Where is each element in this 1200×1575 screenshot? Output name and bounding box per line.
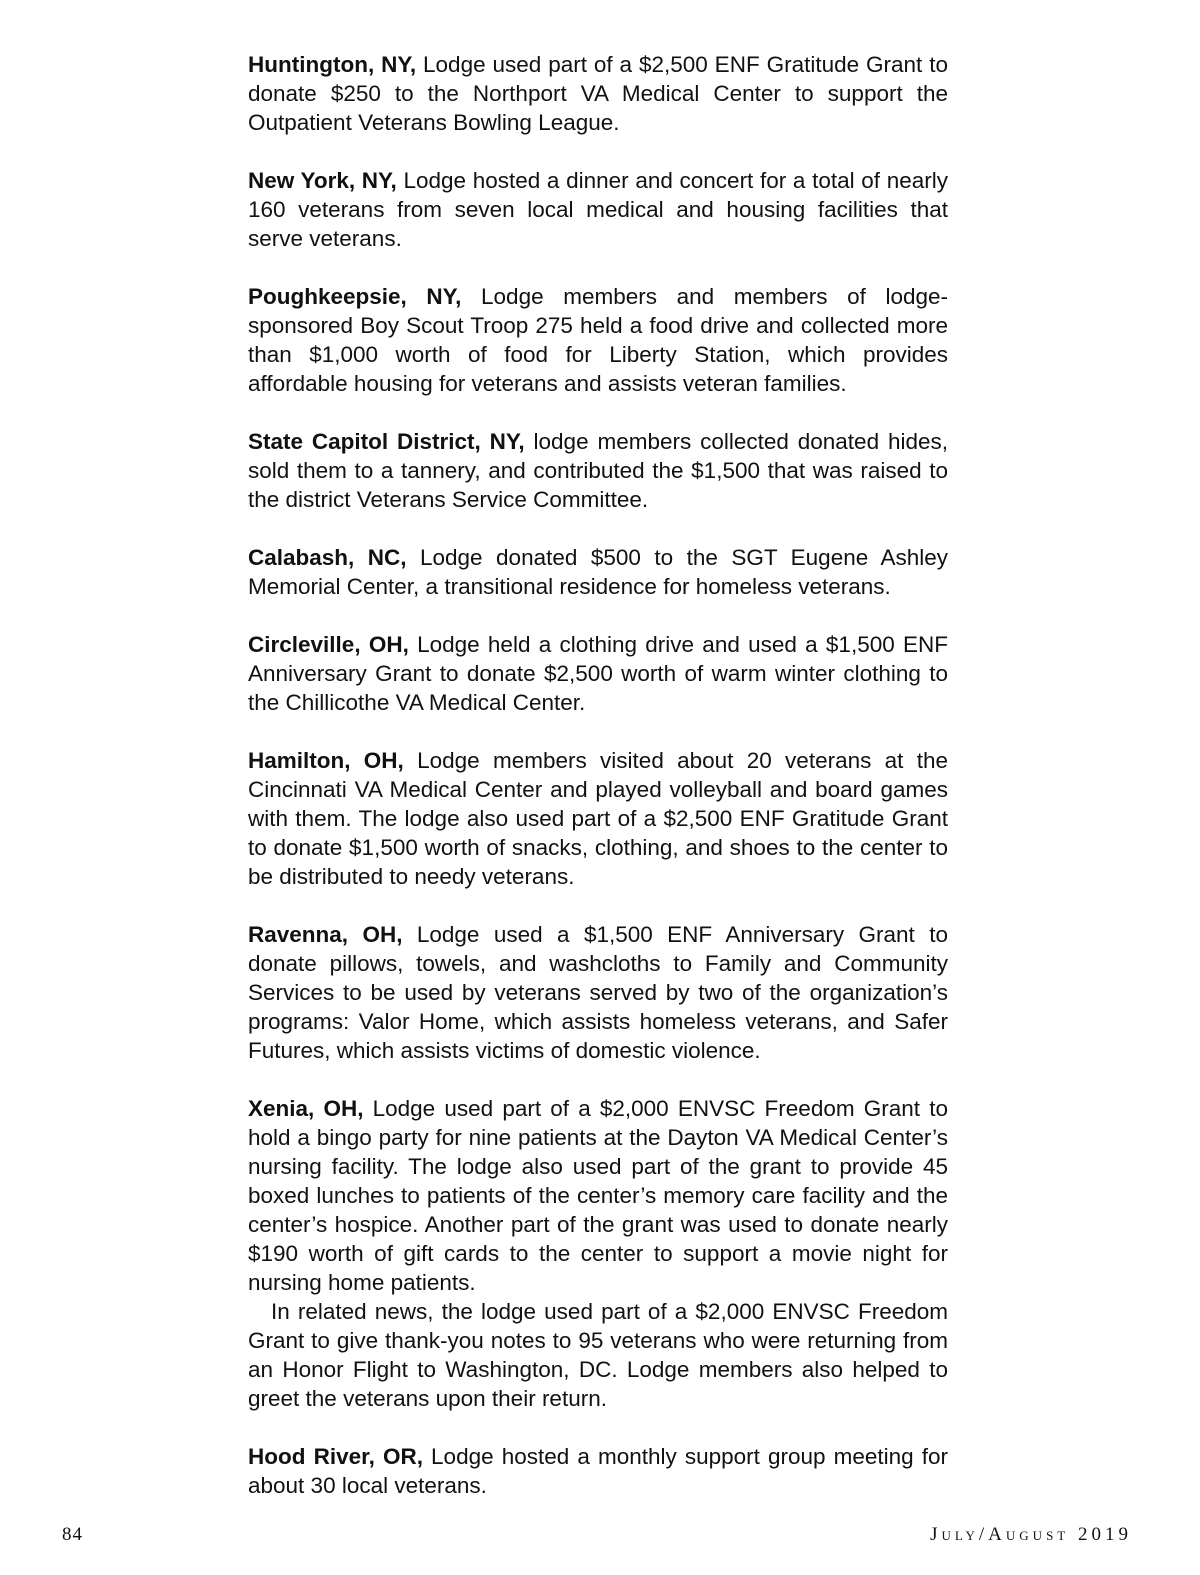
entry-location: Calabash, NC,	[248, 545, 407, 570]
entry-state-capitol-district	[248, 427, 948, 514]
entry-ravenna	[248, 920, 948, 1065]
entry-location: Hood River, OR,	[248, 1444, 423, 1469]
entry-location: Huntington, NY,	[248, 52, 417, 77]
entry-body	[248, 746, 948, 891]
entry-location: Circleville, OH,	[248, 632, 409, 657]
page-footer	[0, 1524, 1200, 1548]
entry-text: Lodge members visited about 20 veterans at the Cincinnati VA Medical Center and played volleyball and board games with them. The lodge also used part of a $2,500 ENF Gratitude Grant to donate $1,500 worth of snacks, clothing, and shoes to the center to be distributed to needy veterans.	[248, 748, 948, 889]
entry-poughkeepsie	[248, 282, 948, 398]
entry-location: New York, NY,	[248, 168, 397, 193]
entry-circleville	[248, 630, 948, 717]
entry-location: State Capitol District, NY,	[248, 429, 525, 454]
entry-text: Lodge held a clothing drive and used a $1,500 ENF Anniversary Grant to donate $2,500 worth of warm winter clothing to the Chillicothe VA Medical Center.	[248, 632, 948, 715]
page-number: 84	[62, 1524, 83, 1545]
entry-text: Lodge used part of a $2,000 ENVSC Freedom Grant to hold a bingo party for nine patients at the Dayton VA Medical Center’s nursing facility. The lodge also used part of the grant to provide 45 boxed lunches to patients of the center’s memory care facility and the center’s hospice. Another part of the grant was used to donate nearly $190 worth of gift cards to the center to support a movie night for nursing home patients.	[248, 1096, 948, 1295]
entry-text: lodge members collected donated hides, sold them to a tannery, and contributed the $1,500 that was raised to the district Veterans Service Committee.	[248, 429, 948, 512]
entry-text: Lodge donated $500 to the SGT Eugene Ashley Memorial Center, a transitional residence for homeless veterans.	[248, 545, 948, 599]
entry-text: Lodge hosted a monthly support group meeting for about 30 local veterans.	[248, 1444, 948, 1498]
article-column	[248, 50, 948, 1529]
entry-body	[248, 1442, 948, 1500]
entry-text: Lodge used a $1,500 ENF Anniversary Grant to donate pillows, towels, and washcloths to Family and Community Services to be used by veterans served by two of the organization’s programs: Valor Home, which assists homeless veterans, and Safer Futures, which assists victims of domestic violence.	[248, 922, 948, 1063]
entry-huntington	[248, 50, 948, 137]
entry-location: Ravenna, OH,	[248, 922, 403, 947]
entry-body	[248, 282, 948, 398]
entry-text: Lodge members and members of lodge-sponsored Boy Scout Troop 275 held a food drive and collected more than $1,000 worth of food for Liberty Station, which provides affordable housing for veterans and assists veteran families.	[248, 284, 948, 396]
entry-body	[248, 50, 948, 137]
entry-xenia	[248, 1094, 948, 1413]
entry-new-york	[248, 166, 948, 253]
entry-body	[248, 427, 948, 514]
entry-location: Xenia, OH,	[248, 1096, 364, 1121]
entry-location: Hamilton, OH,	[248, 748, 404, 773]
entry-text: Lodge hosted a dinner and concert for a total of nearly 160 veterans from seven local medical and housing facilities that serve veterans.	[248, 168, 948, 251]
entry-calabash	[248, 543, 948, 601]
entry-body	[248, 1094, 948, 1297]
entry-body	[248, 543, 948, 601]
issue-date: July/August 2019	[930, 1524, 1132, 1545]
entry-hood-river	[248, 1442, 948, 1500]
entry-body	[248, 166, 948, 253]
entry-text: Lodge used part of a $2,500 ENF Gratitude Grant to donate $250 to the Northport VA Medical Center to support the Outpatient Veterans Bowling League.	[248, 52, 948, 135]
entry-hamilton	[248, 746, 948, 891]
entry-continuation: In related news, the lodge used part of a $2,000 ENVSC Freedom Grant to give thank-you notes to 95 veterans who were returning from an Honor Flight to Washington, DC. Lodge members also helped to greet the veterans upon their return.	[248, 1299, 948, 1411]
entry-location: Poughkeepsie, NY,	[248, 284, 462, 309]
entry-body	[248, 630, 948, 717]
entry-body	[248, 920, 948, 1065]
